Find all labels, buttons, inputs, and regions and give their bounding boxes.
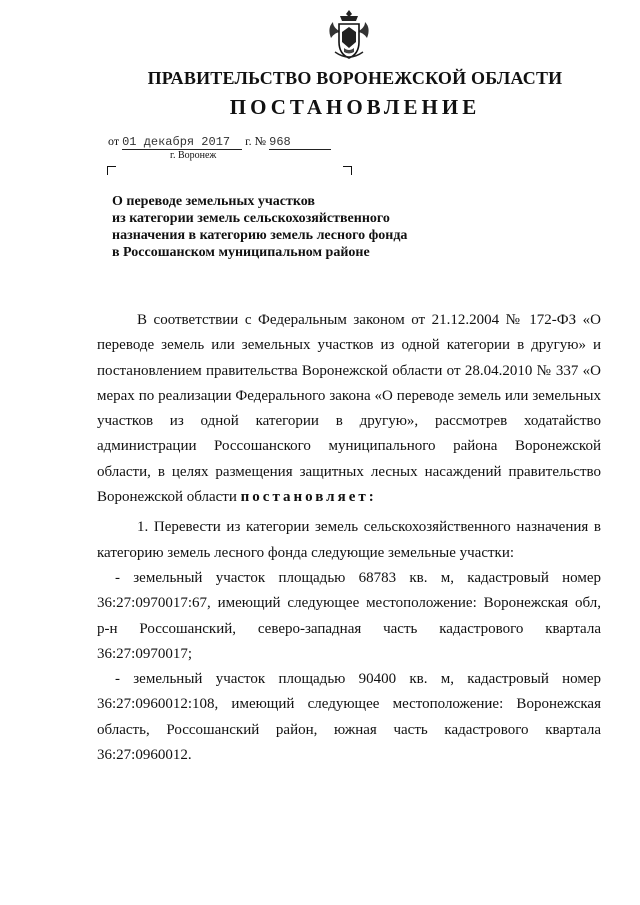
parcel-1-paragraph: - земельный участок площадью 68783 кв. м, кадастровый номер 36:27:0970017:67, имеющий следующее местоположение: Воронежская обл, р-н Россошанский, северо-западная часть кадастрового квартала 36:27:0970017; xyxy=(97,569,601,662)
city-label: г. Воронеж xyxy=(170,150,217,161)
organization-title: ПРАВИТЕЛЬСТВО ВОРОНЕЖСКОЙ ОБЛАСТИ xyxy=(147,68,563,88)
preamble-paragraph xyxy=(97,308,601,510)
number-sign: № xyxy=(254,134,267,148)
number-field xyxy=(269,134,331,150)
document-type: ПОСТАНОВЛЕНИЕ xyxy=(229,95,481,119)
left-corner-bracket xyxy=(107,166,116,175)
document-body xyxy=(97,308,601,768)
subject-line: из категории земель сельскохозяйственного xyxy=(112,211,390,226)
decree-word: постановляет: xyxy=(240,489,377,506)
subject-line: О переводе земельных участков xyxy=(112,194,315,209)
subject-line: в Россошанском муниципальном районе xyxy=(112,245,370,260)
date-field xyxy=(122,134,242,150)
date-number-line xyxy=(108,134,331,150)
handwritten-number: 968 xyxy=(269,135,291,149)
document-subject xyxy=(112,193,472,261)
handwritten-date: 01 декабря 2017 xyxy=(122,135,231,149)
subject-line: назначения в категорию земель лесного фонда xyxy=(112,228,408,243)
date-prefix: от xyxy=(108,134,120,148)
item-1-paragraph: 1. Перевести из категории земель сельскохозяйственного назначения в категорию земель лесного фонда следующие земельные участки: xyxy=(97,519,601,561)
year-suffix: г. xyxy=(245,134,252,148)
right-corner-bracket xyxy=(343,166,352,175)
parcel-2-paragraph: - земельный участок площадью 90400 кв. м, кадастровый номер 36:27:0960012:108, имеющий следующее местоположение: Воронежская область, Россошанский район, южная часть кадастрового квартала 36:27:0960012. xyxy=(97,671,601,764)
coat-of-arms-icon xyxy=(325,8,373,64)
preamble-text: В соответствии с Федеральным законом от 21.12.2004 № 172-ФЗ «О переводе земель или земельных участков из одной категории в другую» и постановлением правительства Воронежской области от 28.04.2010 № 337 «О мерах по реализации Федерального закона «О переводе земель или земельных участков из одной категории в другую», рассмотрев ходатайство администрации Россошанского муниципального района Воронежской области, в целях размещения защитных лесных насаждений правительство Воронежской области xyxy=(97,312,601,506)
